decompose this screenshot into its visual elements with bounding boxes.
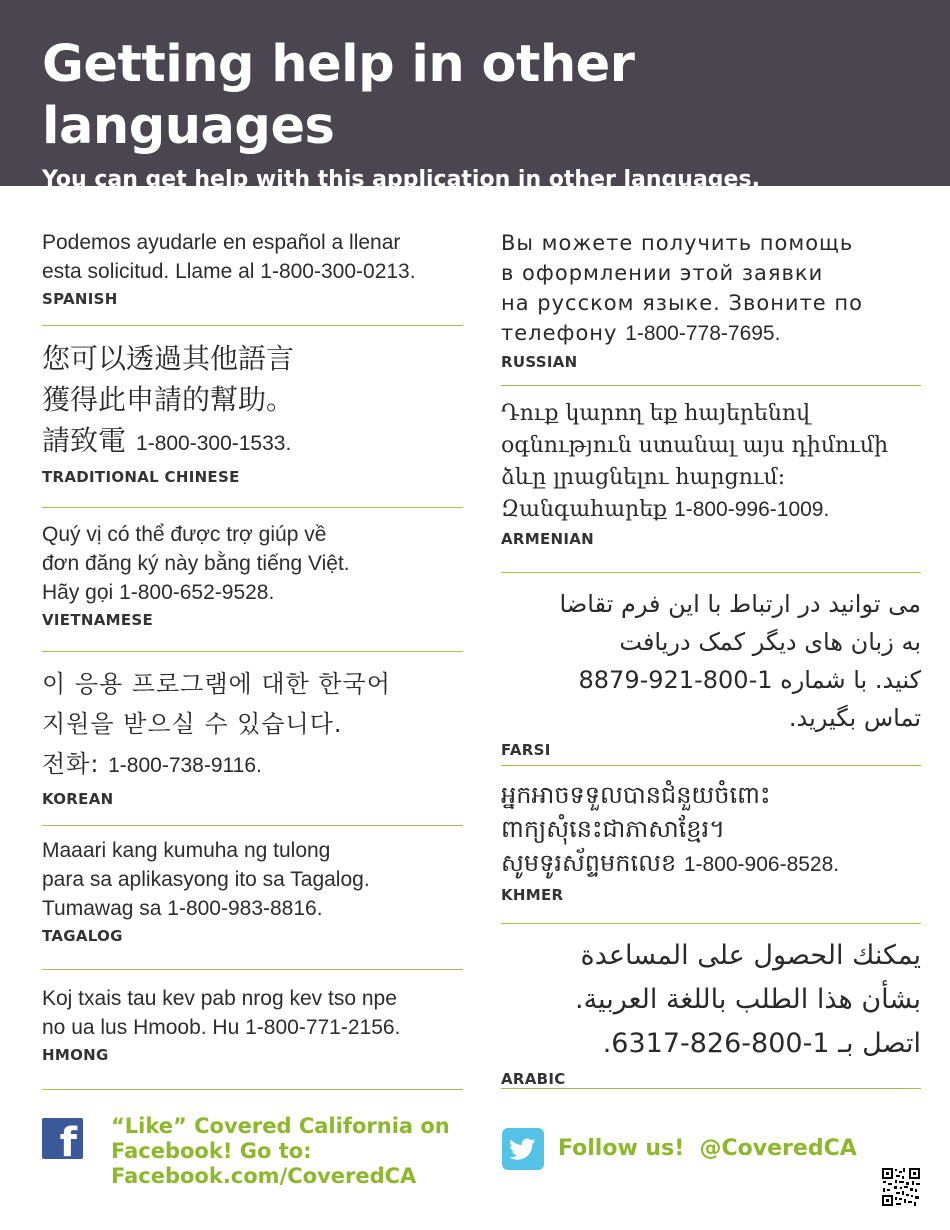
entry-korean [42, 652, 463, 826]
language-label-farsi: FARSI [501, 741, 551, 759]
entry-russian [501, 228, 921, 386]
arabic-line-3: اتصل بـ 1-800-826-6317. [602, 1028, 921, 1059]
farsi-line-4: تماس بگیرید. [788, 704, 921, 732]
armenian-line-3: ձևը լրացնելու հարցում: [501, 465, 786, 490]
entry-tagalog [42, 826, 463, 970]
twitter-promo[interactable] [501, 1126, 921, 1176]
korean-line-2: 지원을 받으실 수 있습니다. [42, 710, 343, 738]
facebook-promo[interactable] [42, 1114, 472, 1194]
tagalog-line-3: Tumawag sa 1-800-983-8816. [42, 897, 323, 920]
chinese-phone: 1-800-300-1533. [136, 432, 292, 455]
russian-phone: 1-800-778-7695. [625, 322, 781, 345]
hmong-line-1: Koj txais tau kev pab nrog kev tso npe [42, 987, 397, 1010]
farsi-line-3: کنید. با شماره 1-800-921-8879 [578, 666, 921, 694]
entry-armenian [501, 386, 921, 573]
language-label-khmer: KHMER [501, 886, 564, 904]
khmer-phone: 1-800-906-8528. [683, 853, 840, 876]
armenian-call-text: Զանգահարեք [501, 497, 668, 522]
arabic-line-2: بشأن هذا الطلب باللغة العربية. [574, 984, 921, 1015]
vietnamese-text [42, 520, 463, 607]
khmer-text [501, 778, 921, 882]
tagalog-line-1: Maaari kang kumuha ng tulong [42, 839, 331, 862]
facebook-icon[interactable] [42, 1118, 83, 1166]
language-label-russian: RUSSIAN [501, 353, 578, 371]
khmer-line-2: ពាក្យសុំនេះជាភាសាខ្មែរ។ [501, 815, 725, 843]
entry-farsi [501, 573, 921, 766]
korean-line-3 [42, 744, 463, 786]
left-column [42, 228, 463, 1090]
tagalog-line-2: para sa aplikasyong ito sa Tagalog. [42, 868, 370, 891]
hmong-text [42, 984, 463, 1042]
chinese-line-3 [42, 420, 463, 464]
entry-hmong [42, 970, 463, 1090]
russian-line-1: Вы можете получить помощь [501, 231, 854, 255]
language-label-arabic: ARABIC [501, 1070, 566, 1088]
chinese-text [42, 338, 463, 464]
language-label-armenian: ARMENIAN [501, 530, 595, 548]
farsi-line-2: به زبان های دیگر کمک دریافت [619, 628, 921, 656]
arabic-text [501, 934, 921, 1066]
entry-chinese [42, 326, 463, 508]
language-label-korean: KOREAN [42, 790, 114, 808]
language-label-spanish: SPANISH [42, 290, 118, 308]
russian-line-4 [501, 318, 921, 349]
tagalog-text [42, 836, 463, 923]
farsi-text [501, 585, 921, 737]
facebook-link-text[interactable]: “Like” Covered California on Facebook! Go to: Facebook.com/CoveredCA [111, 1114, 450, 1188]
spanish-line-1: Podemos ayudarle en español a llenar [42, 231, 401, 254]
page-header [0, 0, 950, 224]
russian-line-2: в оформлении этой заявки [501, 261, 824, 285]
korean-line-1: 이 응용 프로그램에 대한 한국어 [42, 670, 391, 698]
chinese-call-text: 請致電 [42, 424, 127, 457]
entry-spanish [42, 228, 463, 326]
right-column [501, 228, 921, 1089]
language-label-vietnamese: VIETNAMESE [42, 611, 154, 629]
page-title: Getting help in other languages [42, 35, 635, 156]
russian-line-3: на русском языке. Звоните по [501, 291, 863, 315]
armenian-text [501, 398, 921, 526]
chinese-line-2: 獲得此申請的幫助。 [42, 383, 295, 416]
farsi-line-1: می توانید در ارتباط با این فرم تقاضا [559, 590, 921, 618]
chinese-line-1: 您可以透過其他語言 [42, 342, 295, 375]
facebook-glyph: f [59, 1120, 77, 1166]
armenian-line-4 [501, 494, 921, 526]
khmer-line-1: អ្នកអាចទទួលបានជំនួយចំពោះ [501, 781, 771, 809]
khmer-line-3 [501, 846, 921, 882]
vietnamese-line-3: Hãy gọi 1-800-652-9528. [42, 581, 275, 604]
vietnamese-line-1: Quý vị có thể được trợ giúp về [42, 523, 327, 546]
entry-vietnamese [42, 508, 463, 652]
korean-phone: 1-800-738-9116. [108, 754, 262, 777]
russian-text [501, 228, 921, 349]
armenian-line-1: Դուք կարող եք հայերենով [501, 401, 811, 426]
khmer-call-text: សូមទូរស័ព្ទមកលេខ [501, 849, 677, 877]
armenian-line-2: օգնություն ստանալ այս դիմումի [501, 433, 889, 458]
subtitle-line-1: You can get help with this application in other languages. [42, 167, 760, 192]
korean-text [42, 664, 463, 786]
hmong-line-2: no ua lus Hmoob. Hu 1-800-771-2156. [42, 1016, 401, 1039]
language-label-hmong: HMONG [42, 1046, 109, 1064]
spanish-line-2: esta solicitud. Llame al 1-800-300-0213. [42, 260, 416, 283]
twitter-bird-icon[interactable] [502, 1128, 544, 1170]
arabic-line-1: يمكنك الحصول على المساعدة [580, 940, 921, 971]
korean-call-text: 전화: [42, 750, 100, 778]
entry-khmer [501, 766, 921, 924]
russian-call-text: телефону [501, 321, 618, 345]
armenian-phone: 1-800-996-1009. [674, 498, 830, 521]
twitter-bird-glyph [502, 1128, 544, 1170]
spanish-text [42, 228, 463, 286]
vietnamese-line-2: đơn đăng ký này bằng tiếng Việt. [42, 552, 350, 575]
entry-arabic [501, 924, 921, 1089]
language-label-chinese: TRADITIONAL CHINESE [42, 468, 240, 486]
qr-code[interactable] [881, 1167, 921, 1207]
twitter-follow-text[interactable]: Follow us! @CoveredCA [558, 1136, 857, 1161]
subtitle-line-2: Call 1-800-300-1506. [42, 199, 300, 224]
page-subtitle [42, 164, 908, 228]
language-label-tagalog: TAGALOG [42, 927, 123, 945]
